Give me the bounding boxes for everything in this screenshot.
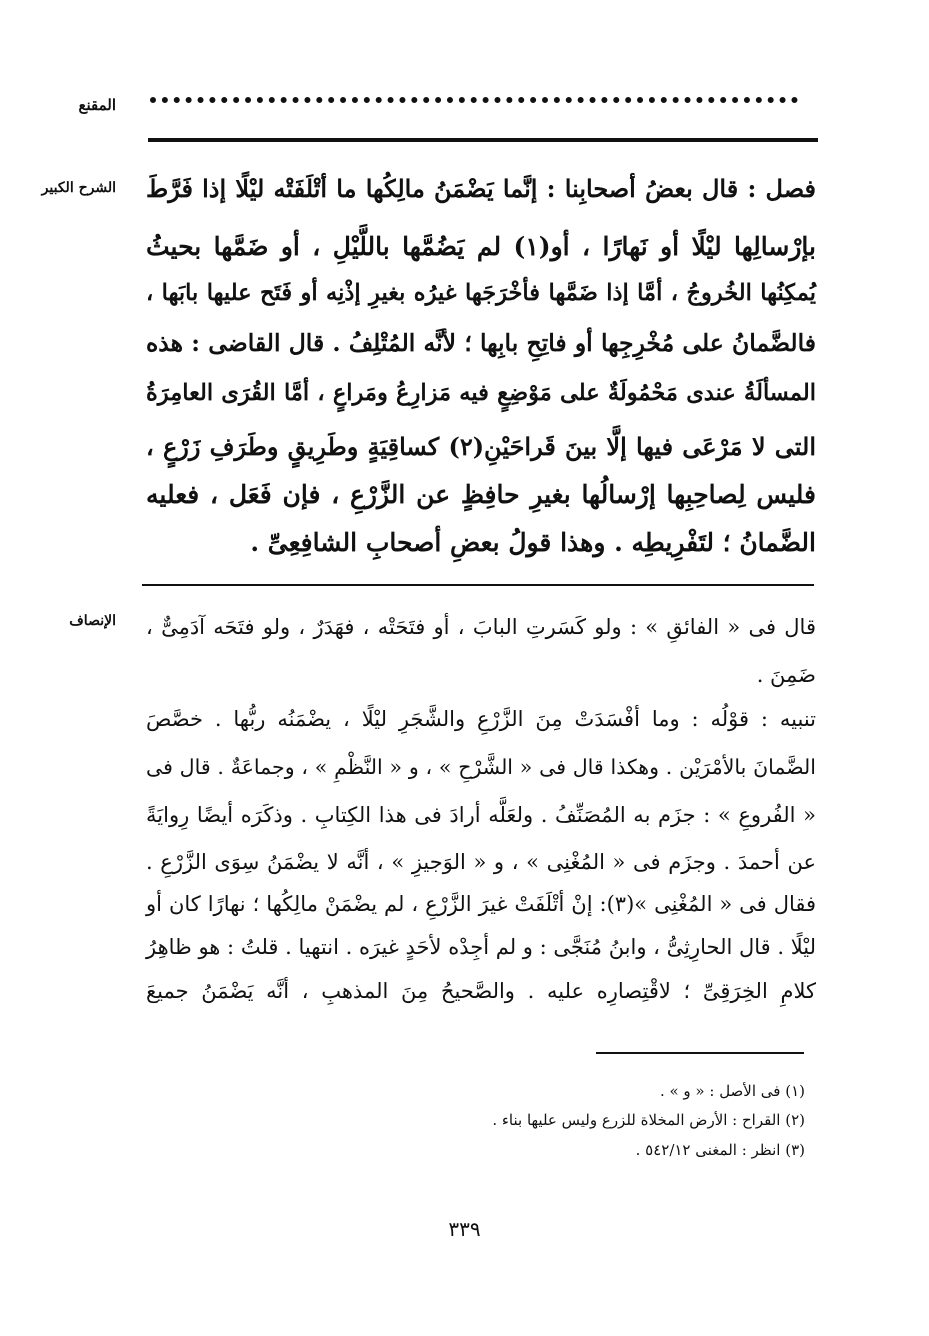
insaf-line: الضَّمانَ بالأمْرَيْن . وهكذا قال فى « الشَّرْحِ » ، و « النَّظْمِ » ، وجماعَةٌ . قال فى xyxy=(146,755,816,779)
sharh-line: بإرْسالِها ليْلًا أو نَهارًا ، أو(١) لم يَضُمَّها باللَّيْلِ ، أو ضَمَّها بحيثُ xyxy=(146,232,816,261)
insaf-line: « الفُروعِ » : جزَم به المُصَنِّفُ . ولعَلَّه أرادَ فى هذا الكِتابِ . وذكَرَه أيضًا رِوايَةً xyxy=(146,803,816,827)
footnote-rule xyxy=(596,1052,804,1054)
section-divider xyxy=(142,584,814,586)
footnote: (٣) انظر : المغنى ٥٤٢/١٢ . xyxy=(635,1141,805,1159)
sharh-line: التى لا مَرْعَى فيها إلَّا بينَ قَراحَيْنِ(٢) كساقِيَةٍ وطَرِيقٍ وطَرَفِ زَرْعٍ ، xyxy=(146,432,816,461)
sharh-line: فليس لِصاحِبِها إرْسالُها بغيرِ حافِظٍ عن الزَّرْعِ ، فإن فَعَل ، فعليه xyxy=(146,480,816,509)
footnote: (٢) القراح : الأرض المخلاة للزرع وليس عليها بناء . xyxy=(492,1111,805,1129)
running-header-title: المقنع xyxy=(78,96,116,114)
insaf-line: ليْلًا . قال الحارِثِىُّ ، وابنُ مُنَجَّى : و لم أجِدْه لأحَدٍ غيرَه . انتهيا . قلتُ : هو ظاهِرُ xyxy=(146,935,816,959)
insaf-line: قال فى « الفائقِ » : ولو كَسَرتِ البابَ ، أو فتَحَتْه ، فهَدَرٌ ، ولو فتَحَه آدَمِىٌّ ، xyxy=(146,615,816,639)
insaf-line: فقال فى « المُغْنِى »(٣): إنْ أتْلَفَتْ غيرَ الزَّرْعِ ، لم يضْمَنْ مالِكُها ؛ نهارًا كان أو xyxy=(146,892,817,916)
insaf-line: عن أحمدَ . وجزَم فى « المُغْنِى » ، و « الوَجيزِ » ، أنَّه لا يضْمَنُ سِوَى الزَّرْعِ . xyxy=(146,850,816,874)
header-dotted-leader xyxy=(150,97,798,111)
insaf-line: تنبيه : قوْلُه : وما أفْسَدَتْ مِنَ الزَّرْعِ والشَّجَرِ ليْلًا ، يضْمَنُه ربُّها . خصَّصَ xyxy=(146,707,816,731)
section-label-sharh: الشرح الكبير xyxy=(41,180,116,196)
sharh-line: يُمكِنُها الخُروجُ ، أمَّا إذا ضَمَّها فأخْرَجَها غيرُه بغيرِ إذْنِه أو فَتَح عليها بابَها ، xyxy=(146,280,816,306)
header-rule xyxy=(148,138,818,142)
sharh-line: فالضَّمانُ على مُخْرِجِها أو فاتِحِ بابِها ؛ لأنَّه المُتْلِفُ . قال القاضى : هذه xyxy=(146,329,816,357)
footnote: (١) فى الأصل : « و » . xyxy=(659,1082,805,1100)
section-label-insaf: الإنصاف xyxy=(69,613,116,629)
page-number: ٣٣٩ xyxy=(448,1217,481,1241)
sharh-line: الضَّمانُ ؛ لتَفْرِيطِه . وهذا قولُ بعضِ أصحابِ الشافِعِىِّ . xyxy=(250,528,816,557)
sharh-line: فصل : قال بعضُ أصحابِنا : إنَّما يَضْمَنُ مالِكُها ما أتْلَفَتْه ليْلًا إذا فَرَّطَ xyxy=(146,174,816,203)
sharh-line: المسألَةُ عندى مَحْمُولَةٌ على مَوْضِعٍ فيه مَزارِعُ ومَراعٍ ، أمَّا القُرَى العامِرَةُ xyxy=(146,380,816,406)
insaf-line: كلامِ الخِرَقِىِّ ؛ لاقْتِصارِه عليه . والصَّحيحُ مِنَ المذهبِ ، أنَّه يَضْمَنُ جميعَ xyxy=(146,979,816,1003)
insaf-line: ضَمِنَ . xyxy=(756,663,816,687)
